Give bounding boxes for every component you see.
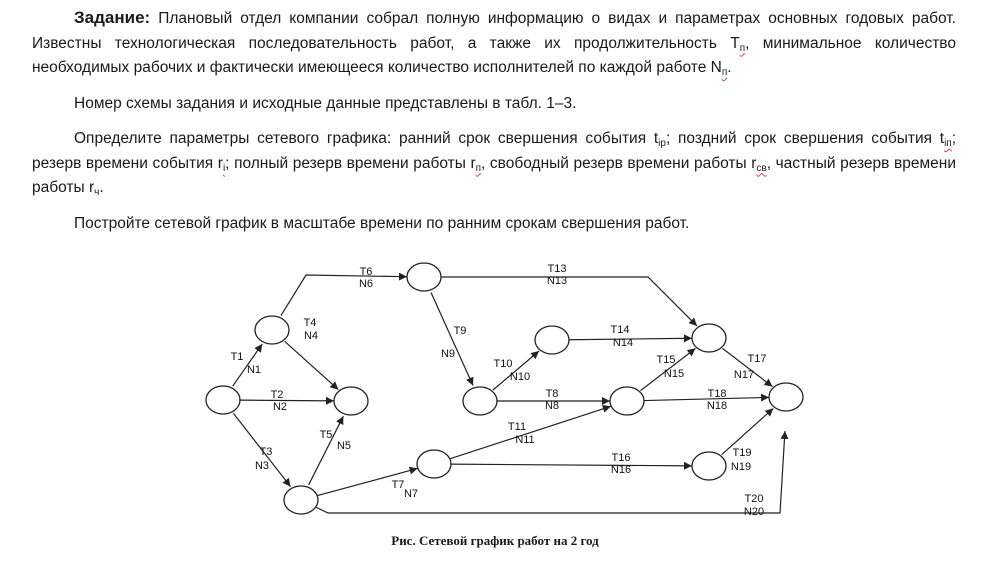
edge-label-t15: T15	[656, 354, 676, 366]
edge-t13	[441, 277, 697, 326]
event-node	[692, 452, 726, 480]
edge-label-t9: T9	[453, 325, 467, 337]
event-node	[255, 316, 289, 344]
edge-label-n5: N5	[336, 440, 352, 452]
task-paragraph-4: Постройте сетевой график в масштабе времени по ранним срокам свершения работ.	[74, 214, 690, 232]
edge-label-t6: T6	[359, 266, 373, 278]
edge-label-t10: T10	[493, 358, 513, 370]
edge-label-t20: T20	[744, 493, 764, 505]
edge-label-t19: T19	[732, 447, 752, 459]
edge-label-n11: N11	[515, 434, 535, 446]
edge-label-t11: T11	[507, 421, 527, 433]
edge-t4	[285, 341, 339, 389]
event-node	[334, 387, 368, 415]
event-node	[610, 387, 644, 415]
edge-label-n3: N3	[254, 460, 270, 472]
edge-label-t8: T8	[545, 388, 559, 400]
edge-label-t13: T13	[547, 263, 567, 275]
edge-label-n18: N18	[706, 400, 728, 412]
edge-label-n4: N4	[303, 330, 319, 342]
edge-label-n10: N10	[509, 371, 531, 383]
edge-label-n16: N16	[610, 464, 632, 476]
edge-label-t3: T3	[259, 446, 273, 458]
edge-label-t2: T2	[270, 389, 284, 401]
task-paragraph-1: Задание: Плановый отдел компании собрал полную информацию о видах и параметрах основных годовых работ. Известны технологическая последовательность работ, а также их продолжительность $T_п$, минимальное количество необходимых рабочих и фактически имеющееся количество исполнителей по каждой работе $N_п$.	[32, 8, 956, 78]
edge-label-t4: T4	[303, 317, 317, 329]
edge-t9	[431, 292, 473, 385]
edge-label-n9: N9	[440, 348, 456, 360]
edge-label-n17: N17	[733, 369, 755, 381]
figure-caption: Рис. Сетевой график работ на 2 год	[391, 533, 599, 548]
event-node	[407, 263, 441, 291]
edge-label-n20: N20	[743, 506, 765, 518]
event-node	[463, 387, 497, 415]
edge-label-n7: N7	[403, 488, 419, 500]
edge-label-n13: N13	[546, 275, 568, 287]
task-paragraph-3: Определите параметры сетевого графика: ранний срок свершения события $t_{iр}$; поздний срок свершения события $t_{iп}$; резерв времени события $r_i$; полный резерв времени работы $r_п$, свободный резерв времени работы $r_{св}$, частный резерв времени работы $r_ч$.	[32, 130, 957, 198]
event-node	[535, 326, 569, 354]
event-node	[769, 383, 803, 411]
edge-label-n1: N1	[246, 364, 262, 376]
edge-label-n2: N2	[272, 401, 288, 413]
edge-label-t14: T14	[610, 324, 630, 336]
task-paragraph-2: Номер схемы задания и исходные данные представлены в табл. 1–3.	[74, 94, 577, 112]
event-node	[417, 450, 451, 478]
edge-label-t16: T16	[611, 452, 631, 464]
edge-label-t18: T18	[707, 388, 727, 400]
edge-label-t5: T5	[319, 429, 333, 441]
edge-label-n19: N19	[730, 461, 752, 473]
edge-t6	[281, 275, 407, 316]
event-node	[692, 324, 726, 352]
task-lead-label: Задание:	[74, 8, 151, 27]
edge-label-t17: T17	[747, 353, 767, 365]
event-node	[284, 486, 318, 514]
edge-label-n14: N14	[612, 337, 634, 349]
edge-label-n8: N8	[544, 400, 560, 412]
edge-label-n6: N6	[358, 278, 374, 290]
edge-label-t7: T7	[391, 479, 405, 491]
edge-label-t1: T1	[230, 351, 244, 363]
edge-t16	[451, 464, 692, 466]
edge-label-n15: N15	[663, 368, 685, 380]
event-node	[206, 386, 240, 414]
